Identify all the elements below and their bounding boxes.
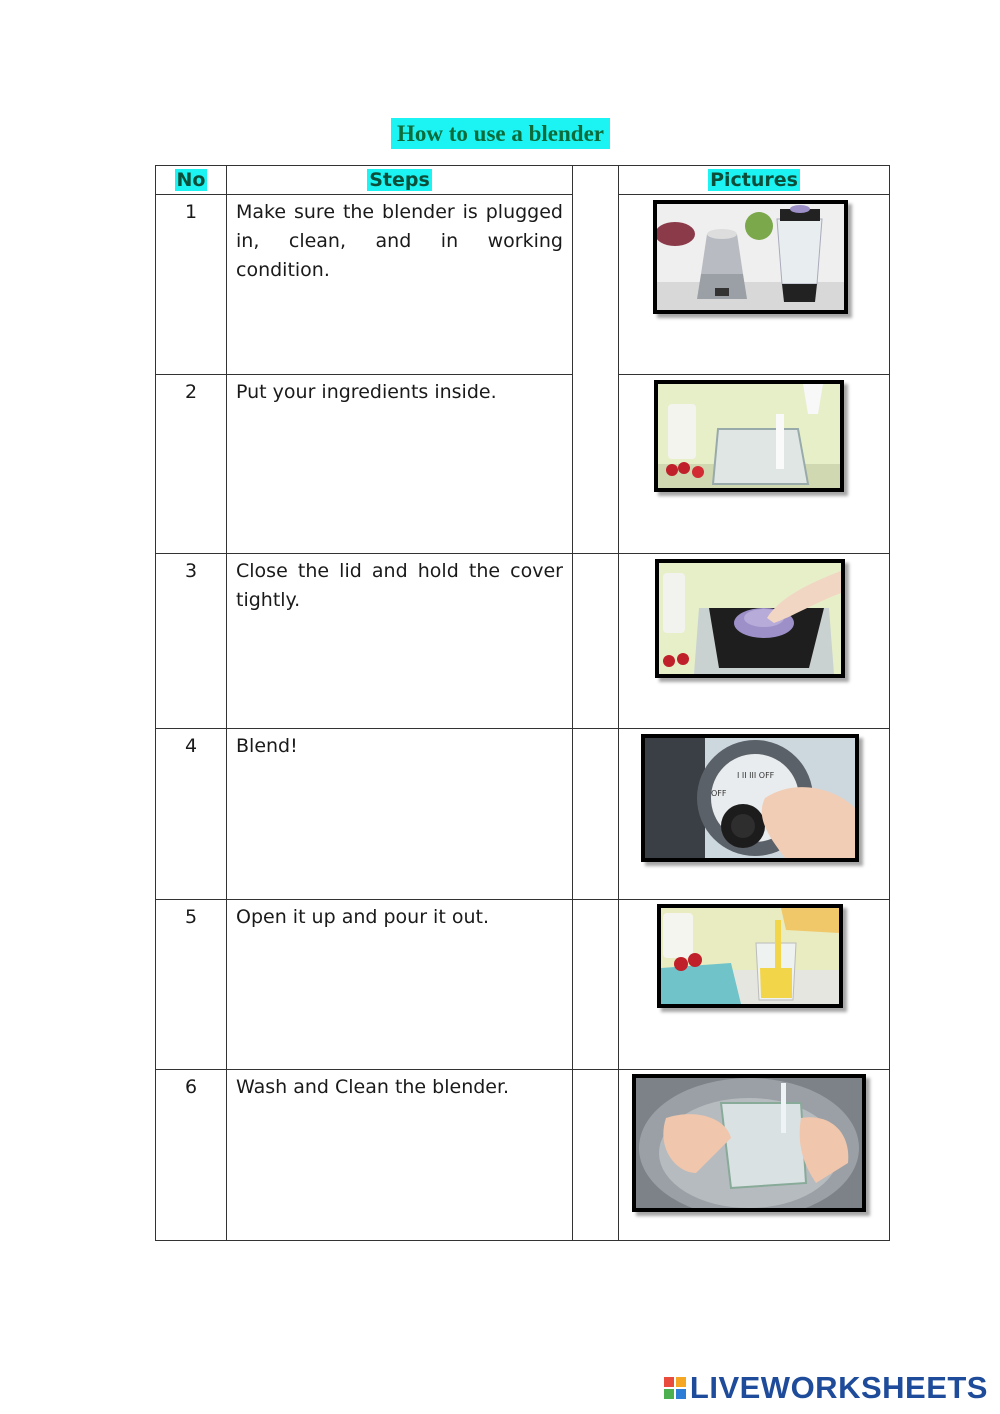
table-row xyxy=(156,195,890,375)
blender-overview-photo xyxy=(653,200,848,314)
step-text: Blend! xyxy=(227,729,573,900)
spacer-column xyxy=(573,166,619,554)
spacer-cell xyxy=(573,554,619,729)
header-steps: Steps xyxy=(227,166,573,195)
holding-lid-photo xyxy=(655,559,845,678)
step-text: Close the lid and hold the cover tightly. xyxy=(227,554,573,729)
page-title: How to use a blender xyxy=(391,118,610,149)
pouring-smoothie-photo xyxy=(657,904,843,1008)
picture-cell xyxy=(619,195,890,375)
picture-cell xyxy=(619,554,890,729)
spacer-cell xyxy=(573,729,619,900)
washing-jar-photo xyxy=(632,1074,866,1212)
liveworksheets-wordmark: LIVEWORKSHEETS xyxy=(689,1370,988,1405)
pouring-milk-photo xyxy=(654,380,844,492)
turning-dial-photo xyxy=(641,734,859,862)
step-text: Make sure the blender is plugged in, clean, and in working condition. xyxy=(227,195,573,375)
spacer-cell xyxy=(573,900,619,1070)
dial-off-label: OFF xyxy=(711,789,727,798)
liveworksheets-watermark xyxy=(664,1370,988,1406)
table-row xyxy=(156,554,890,729)
picture-cell xyxy=(619,375,890,554)
table-header-row xyxy=(156,166,890,195)
step-number: 1 xyxy=(156,195,227,375)
step-number: 2 xyxy=(156,375,227,554)
picture-cell xyxy=(619,729,890,900)
step-number: 5 xyxy=(156,900,227,1070)
step-text: Wash and Clean the blender. xyxy=(227,1070,573,1241)
liveworksheets-logo-icon xyxy=(664,1377,686,1399)
table-row xyxy=(156,375,890,554)
picture-cell xyxy=(619,900,890,1070)
table-row xyxy=(156,1070,890,1241)
dial-settings-label: I II III OFF xyxy=(737,771,775,780)
step-number: 6 xyxy=(156,1070,227,1241)
step-text: Open it up and pour it out. xyxy=(227,900,573,1070)
step-number: 4 xyxy=(156,729,227,900)
picture-cell xyxy=(619,1070,890,1241)
spacer-cell xyxy=(573,1070,619,1241)
table-row xyxy=(156,900,890,1070)
step-text: Put your ingredients inside. xyxy=(227,375,573,554)
header-pictures: Pictures xyxy=(619,166,890,195)
header-no: No xyxy=(156,166,227,195)
step-number: 3 xyxy=(156,554,227,729)
table-row xyxy=(156,729,890,900)
steps-table xyxy=(155,165,890,1241)
